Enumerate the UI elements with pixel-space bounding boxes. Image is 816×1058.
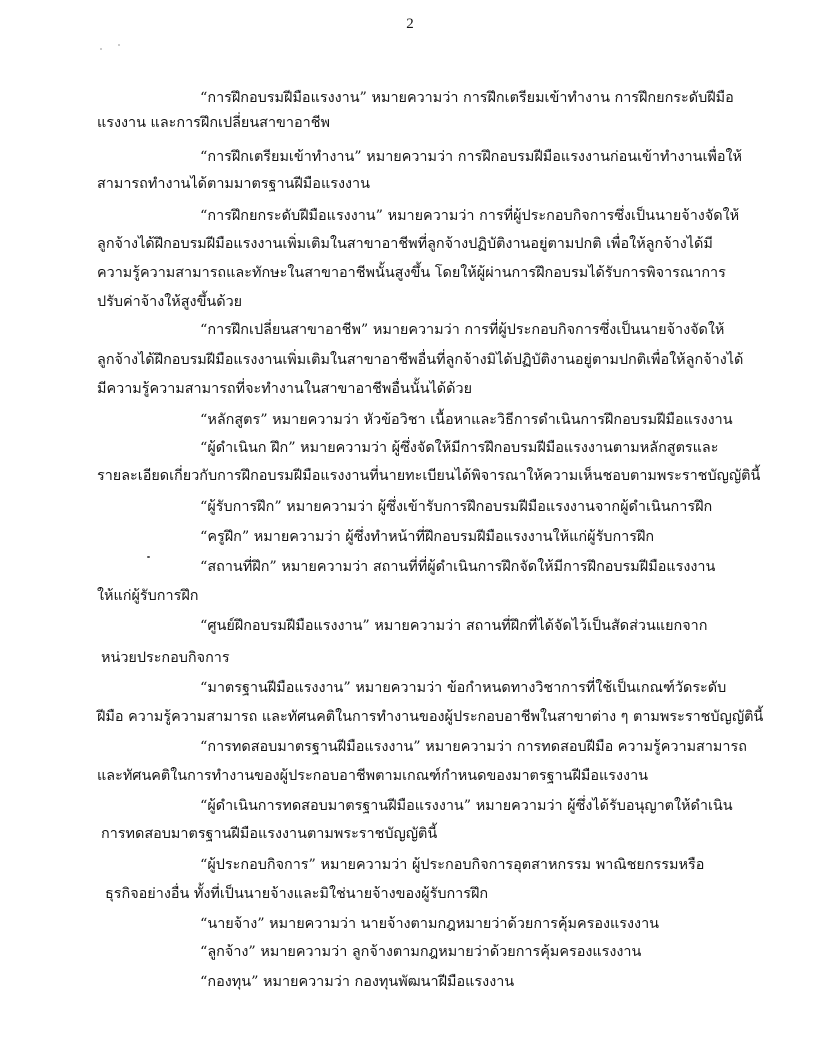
text-line: ฝีมือ ความรู้ความสามารถ และทัศนคติในการทำงานของผู้ประกอบอาชีพในสาขาต่าง ๆ ตามพระราชบัญญัตินี้ [97,709,764,725]
text-line: ให้แก่ผู้รับการฝึก [97,588,199,604]
text-line: “ผู้ประกอบกิจการ” หมายความว่า ผู้ประกอบกิจการอุตสาหกรรม พาณิชยกรรมหรือ [200,857,705,873]
text-line: “การฝึกเปลี่ยนสาขาอาชีพ” หมายความว่า การที่ผู้ประกอบกิจการซึ่งเป็นนายจ้างจัดให้ [200,322,725,338]
text-line: ความรู้ความสามารถและทักษะในสาขาอาชีพนั้นสูงขึ้น โดยให้ผู้ผ่านการฝึกอบรมได้รับการพิจารณาการ [97,265,726,281]
text-line: “สถานที่ฝึก” หมายความว่า สถานที่ที่ผู้ดำเนินการฝึกจัดให้มีการฝึกอบรมฝีมือแรงงาน [200,559,716,575]
text-line: แรงงาน และการฝึกเปลี่ยนสาขาอาชีพ [97,115,330,131]
text-line: “การฝึกอบรมฝีมือแรงงาน” หมายความว่า การฝึกเตรียมเข้าทำงาน การฝึกยกระดับฝีมือ [200,90,734,106]
text-line: การทดสอบมาตรฐานฝีมือแรงงานตามพระราชบัญญัตินี้ [101,826,438,842]
text-line: “ศูนย์ฝึกอบรมฝีมือแรงงาน” หมายความว่า สถานที่ฝึกที่ได้จัดไว้เป็นสัดส่วนแยกจาก [200,618,708,634]
text-line: ปรับค่าจ้างให้สูงขึ้นด้วย [97,294,243,310]
text-line: รายละเอียดเกี่ยวกับการฝึกอบรมฝีมือแรงงานที่นายทะเบียนได้พิจารณาให้ความเห็นชอบตามพระราชบัญญัตินี้ [97,468,761,484]
scan-speck [100,48,102,50]
text-line: “นายจ้าง” หมายความว่า นายจ้างตามกฎหมายว่าด้วยการคุ้มครองแรงงาน [200,916,659,932]
text-line: “การฝึกยกระดับฝีมือแรงงาน” หมายความว่า การที่ผู้ประกอบกิจการซึ่งเป็นนายจ้างจัดให้ [200,208,740,224]
text-line: ลูกจ้างได้ฝึกอบรมฝีมือแรงงานเพิ่มเติมในสาขาอาชีพที่ลูกจ้างปฏิบัติงานอยู่ตามปกติ เพื่อให้ลูกจ้างได้มี [97,236,713,252]
text-line: “ลูกจ้าง” หมายความว่า ลูกจ้างตามกฎหมายว่าด้วยการคุ้มครองแรงงาน [200,944,642,960]
text-line: “การฝึกเตรียมเข้าทำงาน” หมายความว่า การฝึกอบรมฝีมือแรงงานก่อนเข้าทำงานเพื่อให้ [200,149,743,165]
scan-speck [147,556,150,558]
text-line: “หลักสูตร” หมายความว่า หัวข้อวิชา เนื้อหาและวิธีการดำเนินการฝึกอบรมฝีมือแรงงาน [200,412,733,428]
text-line: มีความรู้ความสามารถที่จะทำงานในสาขาอาชีพอื่นนั้นได้ด้วย [97,381,473,397]
text-line: สามารถทำงานได้ตามมาตรฐานฝีมือแรงงาน [97,176,370,192]
text-line: และทัศนคติในการทำงานของผู้ประกอบอาชีพตามเกณฑ์กำหนดของมาตรฐานฝีมือแรงงาน [97,768,648,784]
text-line: “ครูฝึก” หมายความว่า ผู้ซึ่งทำหน้าที่ฝึกอบรมฝีมือแรงงานให้แก่ผู้รับการฝึก [200,529,655,545]
text-line: “ผู้ดำเนินการทดสอบมาตรฐานฝีมือแรงงาน” หมายความว่า ผู้ซึ่งได้รับอนุญาตให้ดำเนิน [200,798,733,814]
text-line: ลูกจ้างได้ฝึกอบรมฝีมือแรงงานเพิ่มเติมในสาขาอาชีพอื่นที่ลูกจ้างมิได้ปฏิบัติงานอยู่ตามปกติเพื่อให้ลูกจ้างได้ [97,352,744,368]
text-line: “มาตรฐานฝีมือแรงงาน” หมายความว่า ข้อกำหนดทางวิชาการที่ใช้เป็นเกณฑ์วัดระดับ [200,680,727,696]
page-number: 2 [406,16,414,32]
text-line: ธุรกิจอย่างอื่น ทั้งที่เป็นนายจ้างและมิใช่นายจ้างของผู้รับการฝึก [105,886,489,902]
text-line: “กองทุน” หมายความว่า กองทุนพัฒนาฝีมือแรงงาน [200,974,515,990]
text-line: “การทดสอบมาตรฐานฝีมือแรงงาน” หมายความว่า การทดสอบฝีมือ ความรู้ความสามารถ [200,739,747,755]
text-line: “ผู้รับการฝึก” หมายความว่า ผู้ซึ่งเข้ารับการฝึกอบรมฝีมือแรงงานจากผู้ดำเนินการฝึก [200,499,713,515]
scan-speck [118,44,120,46]
text-line: หน่วยประกอบกิจการ [101,650,230,666]
text-line: “ผู้ดำเนินก ฝึก” หมายความว่า ผู้ซึ่งจัดให้มีการฝึกอบรมฝีมือแรงงานตามหลักสูตรและ [200,440,719,456]
